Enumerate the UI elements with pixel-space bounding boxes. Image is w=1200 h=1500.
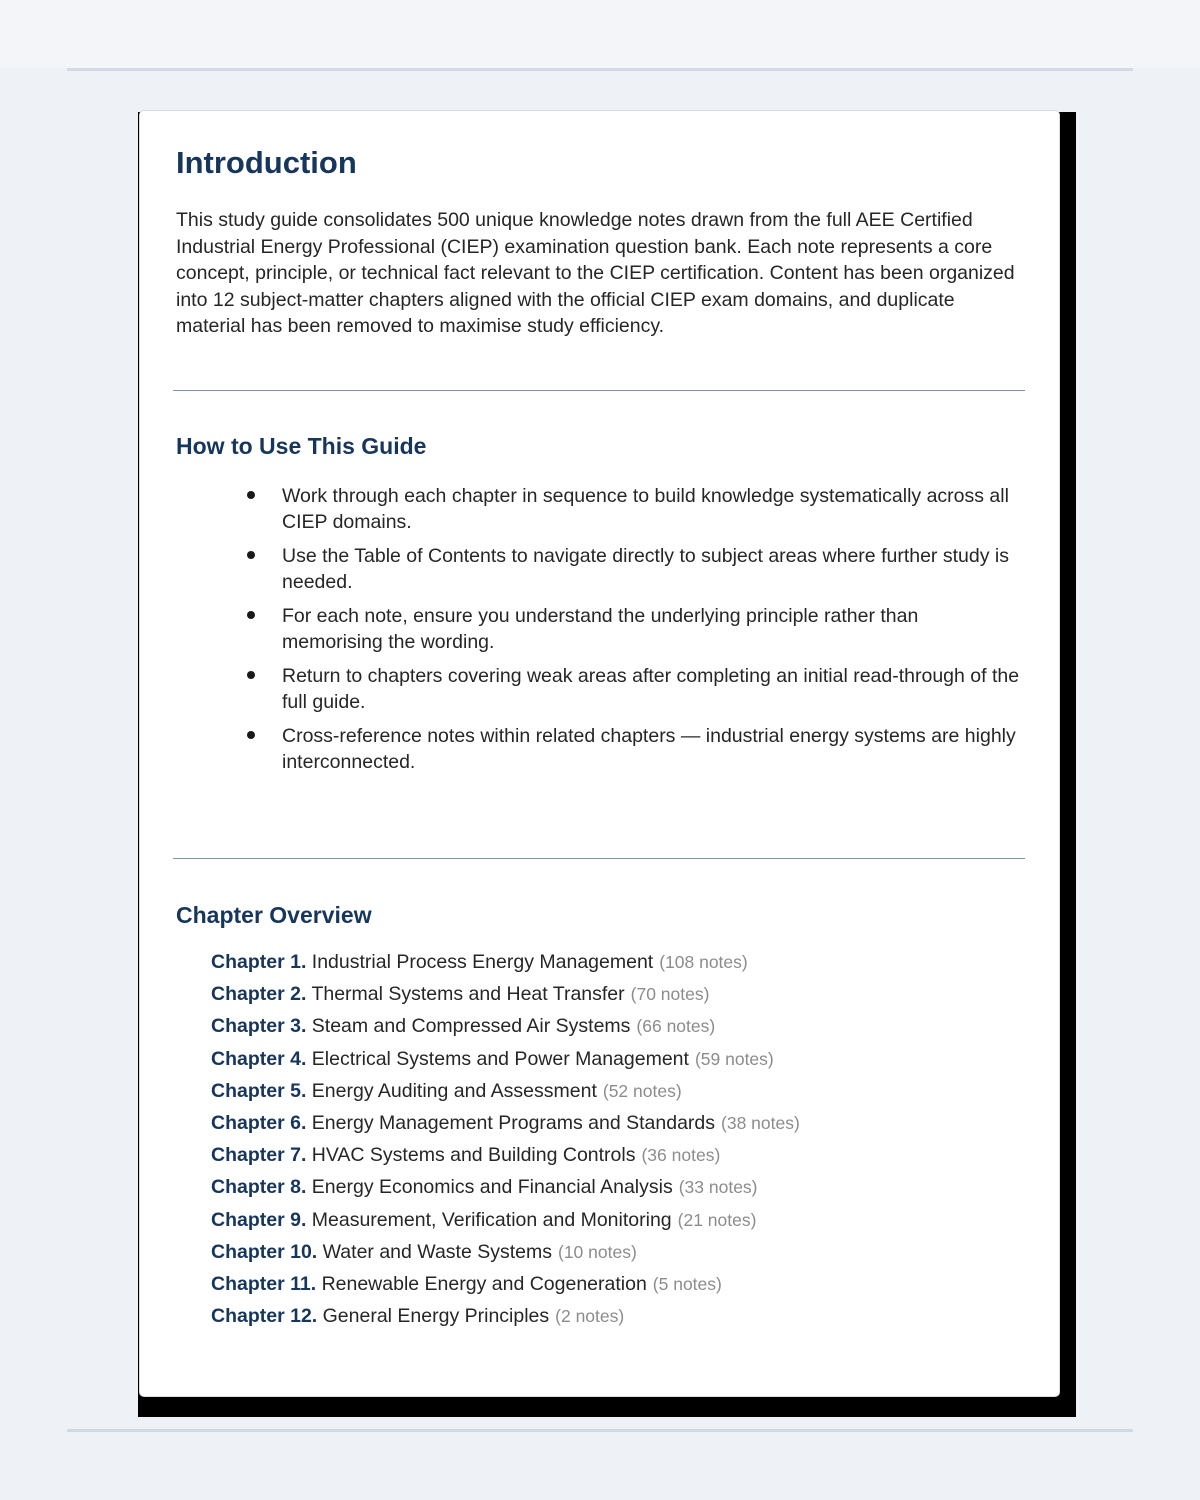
chapter-note-count: (66 notes) [636, 1016, 716, 1037]
top-rule [67, 68, 1133, 71]
chapter-number: Chapter 5. [211, 1079, 307, 1102]
bullet-icon [247, 731, 255, 739]
list-item [140, 723, 1022, 775]
chapter-row [211, 1012, 800, 1044]
list-item [140, 663, 1022, 715]
list-item-text: Return to chapters covering weak areas after completing an initial read-through of the full guide. [282, 665, 1020, 713]
list-item [140, 483, 1022, 535]
chapter-title: Thermal Systems and Heat Transfer [311, 983, 625, 1006]
list-item-text: Work through each chapter in sequence to build knowledge systematically across all CIEP domains. [282, 485, 1009, 533]
chapter-note-count: (33 notes) [678, 1177, 758, 1198]
bullet-icon [247, 611, 255, 619]
chapter-note-count: (108 notes) [659, 952, 748, 972]
chapter-title: Industrial Process Energy Management [311, 951, 654, 973]
chapter-row [211, 1270, 800, 1302]
chapter-row [211, 1173, 800, 1205]
chapter-title: Energy Economics and Financial Analysis [311, 1176, 673, 1199]
chapter-title: Electrical Systems and Power Management [311, 1047, 689, 1070]
chapter-number: Chapter 9. [211, 1208, 307, 1231]
chapter-row [211, 1109, 800, 1141]
chapter-number: Chapter 2. [211, 983, 307, 1006]
chapter-number: Chapter 7. [211, 1144, 307, 1167]
section-divider [173, 390, 1025, 391]
how-to-use-list [140, 483, 1061, 783]
bullet-icon [247, 491, 255, 499]
chapter-note-count: (70 notes) [630, 984, 710, 1005]
bottom-rule [67, 1429, 1133, 1432]
bullet-icon [247, 671, 255, 679]
chapter-note-count: (2 notes) [555, 1306, 625, 1327]
list-item [140, 543, 1022, 595]
list-item-text: Cross-reference notes within related chapters — industrial energy systems are highly interconnected. [282, 725, 1016, 773]
chapter-title: Steam and Compressed Air Systems [311, 1015, 631, 1038]
section-divider [173, 858, 1025, 859]
chapter-title: Measurement, Verification and Monitoring [311, 1208, 672, 1231]
top-toolbar-band [0, 0, 1200, 68]
chapter-number: Chapter 6. [211, 1111, 307, 1134]
chapter-note-count: (52 notes) [602, 1080, 682, 1101]
list-item-text: For each note, ensure you understand the underlying principle rather than memorising the wording. [282, 605, 919, 653]
chapter-row [211, 1045, 800, 1077]
chapter-title: Renewable Energy and Cogeneration [321, 1272, 647, 1295]
chapter-row [211, 1238, 800, 1270]
chapter-note-count: (21 notes) [677, 1209, 757, 1230]
chapter-row [211, 1141, 800, 1173]
chapter-title: General Energy Principles [322, 1305, 550, 1328]
chapter-note-count: (59 notes) [694, 1048, 774, 1069]
chapter-note-count: (36 notes) [641, 1145, 721, 1166]
chapter-row [211, 1077, 800, 1109]
chapter-number: Chapter 4. [211, 1047, 307, 1070]
bullet-icon [247, 551, 255, 559]
chapter-number: Chapter 3. [211, 1015, 307, 1038]
chapter-number: Chapter 12. [211, 1305, 318, 1328]
page-title: Introduction [176, 145, 357, 180]
chapter-number: Chapter 11. [211, 1272, 317, 1295]
chapter-row [211, 948, 800, 980]
how-to-use-heading: How to Use This Guide [176, 433, 427, 459]
chapter-overview-heading: Chapter Overview [176, 902, 372, 928]
chapter-note-count: (10 notes) [558, 1241, 637, 1262]
chapter-number: Chapter 8. [211, 1176, 307, 1199]
chapter-title: Energy Auditing and Assessment [311, 1079, 597, 1102]
chapter-note-count: (5 notes) [652, 1273, 722, 1294]
chapter-list [211, 948, 800, 1334]
intro-paragraph: This study guide consolidates 500 unique knowledge notes drawn from the full AEE Certified Industrial Energy Professional (CIEP) examination question bank. Each note represents a core concept, principle, or technical fact relevant to the CIEP certification. Content has been organized into 12 subject-matter chapters aligned with the official CIEP exam domains, and duplicate material has been removed to maximise study efficiency. [176, 209, 1015, 337]
chapter-note-count: (38 notes) [721, 1112, 800, 1133]
chapter-title: Energy Management Programs and Standards [311, 1111, 716, 1134]
chapter-row [211, 980, 800, 1012]
chapter-row [211, 1302, 800, 1334]
chapter-number: Chapter 10. [211, 1240, 318, 1263]
chapter-title: Water and Waste Systems [322, 1240, 552, 1263]
chapter-number: Chapter 1. [211, 951, 307, 973]
chapter-title: HVAC Systems and Building Controls [311, 1144, 636, 1167]
list-item [140, 603, 1022, 655]
document-page [139, 110, 1060, 1397]
list-item-text: Use the Table of Contents to navigate directly to subject areas where further study is needed. [282, 545, 1009, 593]
chapter-row [211, 1206, 800, 1238]
